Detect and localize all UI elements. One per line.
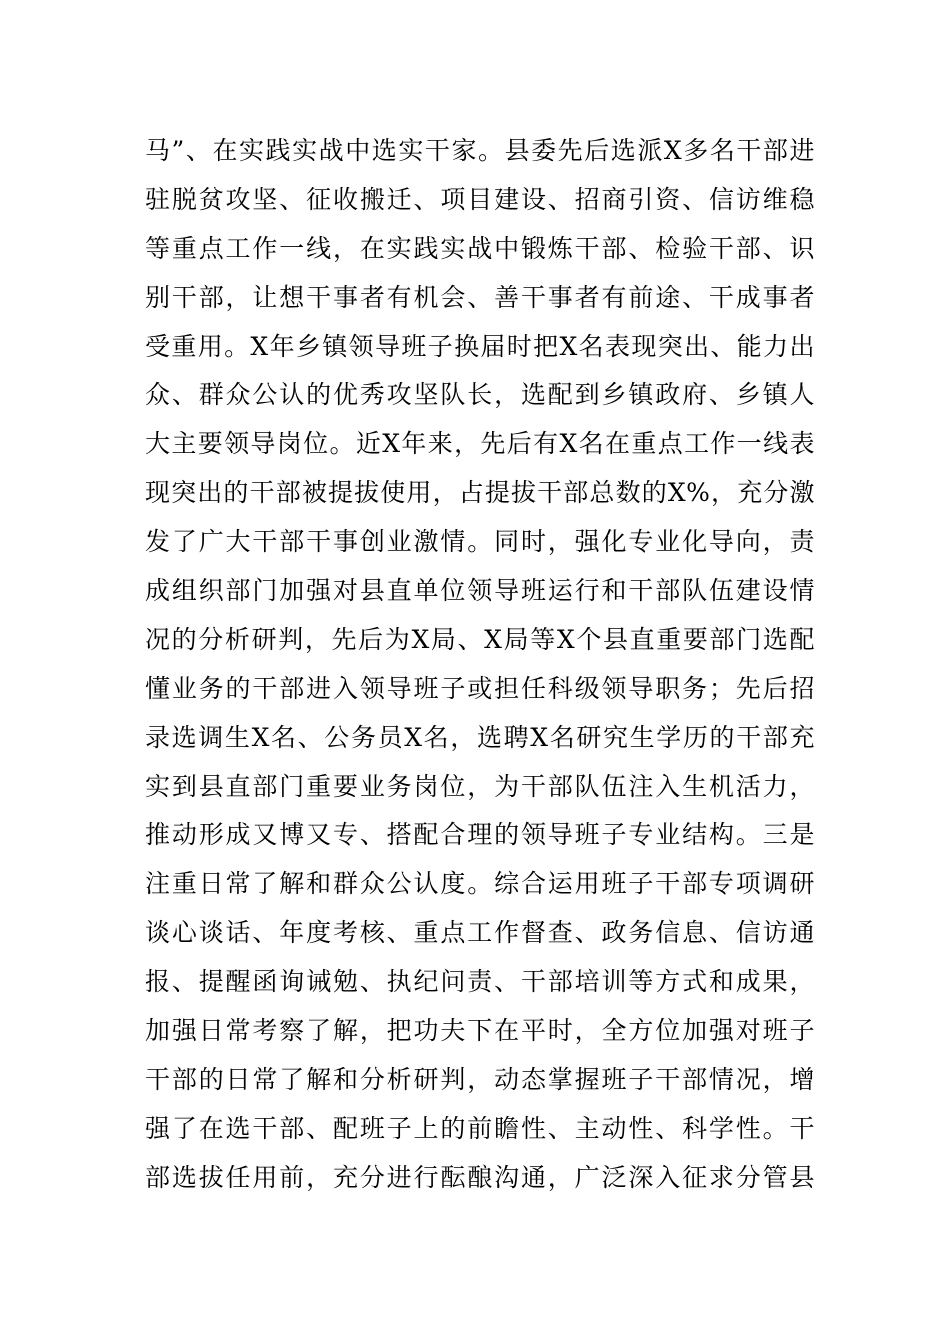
text-line: 干部的日常了解和分析研判，动态掌握班子干部情况，增 [145, 1064, 815, 1094]
text-line: 注重日常了解和群众公认度。综合运用班子干部专项调研 [145, 869, 815, 899]
text-line: 等重点工作一线，在实践实战中锻炼干部、检验干部、识 [145, 233, 815, 263]
text-line: 大主要领导岗位。近X年来，先后有X名在重点工作一线表 [145, 429, 815, 459]
text-line: 懂业务的干部进入领导班子或担任科级领导职务；先后招 [145, 673, 815, 703]
text-line: 加强日常考察了解，把功夫下在平时，全方位加强对班子 [145, 1016, 815, 1046]
text-line: 录选调生X名、公务员X名，选聘X名研究生学历的干部充 [145, 722, 815, 752]
text-line: 成组织部门加强对县直单位领导班运行和干部队伍建设情 [145, 576, 815, 606]
text-line: 推动形成又博又专、搭配合理的领导班子专业结构。三是 [145, 820, 815, 850]
text-line: 实到县直部门重要业务岗位，为干部队伍注入生机活力， [145, 771, 815, 801]
text-line: 驻脱贫攻坚、征收搬迁、项目建设、招商引资、信访维稳 [145, 184, 815, 214]
text-line: 报、提醒函询诫勉、执纪问责、干部培训等方式和成果， [145, 967, 815, 997]
text-line: 受重用。X年乡镇领导班子换届时把X名表现突出、能力出 [145, 331, 815, 361]
text-line: 马”、在实践实战中选实干家。县委先后选派X多名干部进 [145, 136, 815, 165]
text-line: 部选拔任用前，充分进行酝酿沟通，广泛深入征求分管县 [145, 1162, 815, 1192]
body-text [145, 127, 815, 1203]
text-line: 强了在选干部、配班子上的前瞻性、主动性、科学性。干 [145, 1113, 815, 1143]
text-line: 况的分析研判，先后为X局、X局等X个县直重要部门选配 [145, 624, 815, 654]
text-line: 众、群众公认的优秀攻坚队长，选配到乡镇政府、乡镇人 [145, 380, 815, 410]
text-line: 谈心谈话、年度考核、重点工作督查、政务信息、信访通 [145, 918, 815, 948]
text-line: 别干部，让想干事者有机会、善干事者有前途、干成事者 [145, 282, 815, 312]
text-line: 现突出的干部被提拔使用，占提拔干部总数的X%，充分激 [145, 478, 815, 508]
text-line: 发了广大干部干事创业激情。同时，强化专业化导向，责 [145, 527, 815, 557]
